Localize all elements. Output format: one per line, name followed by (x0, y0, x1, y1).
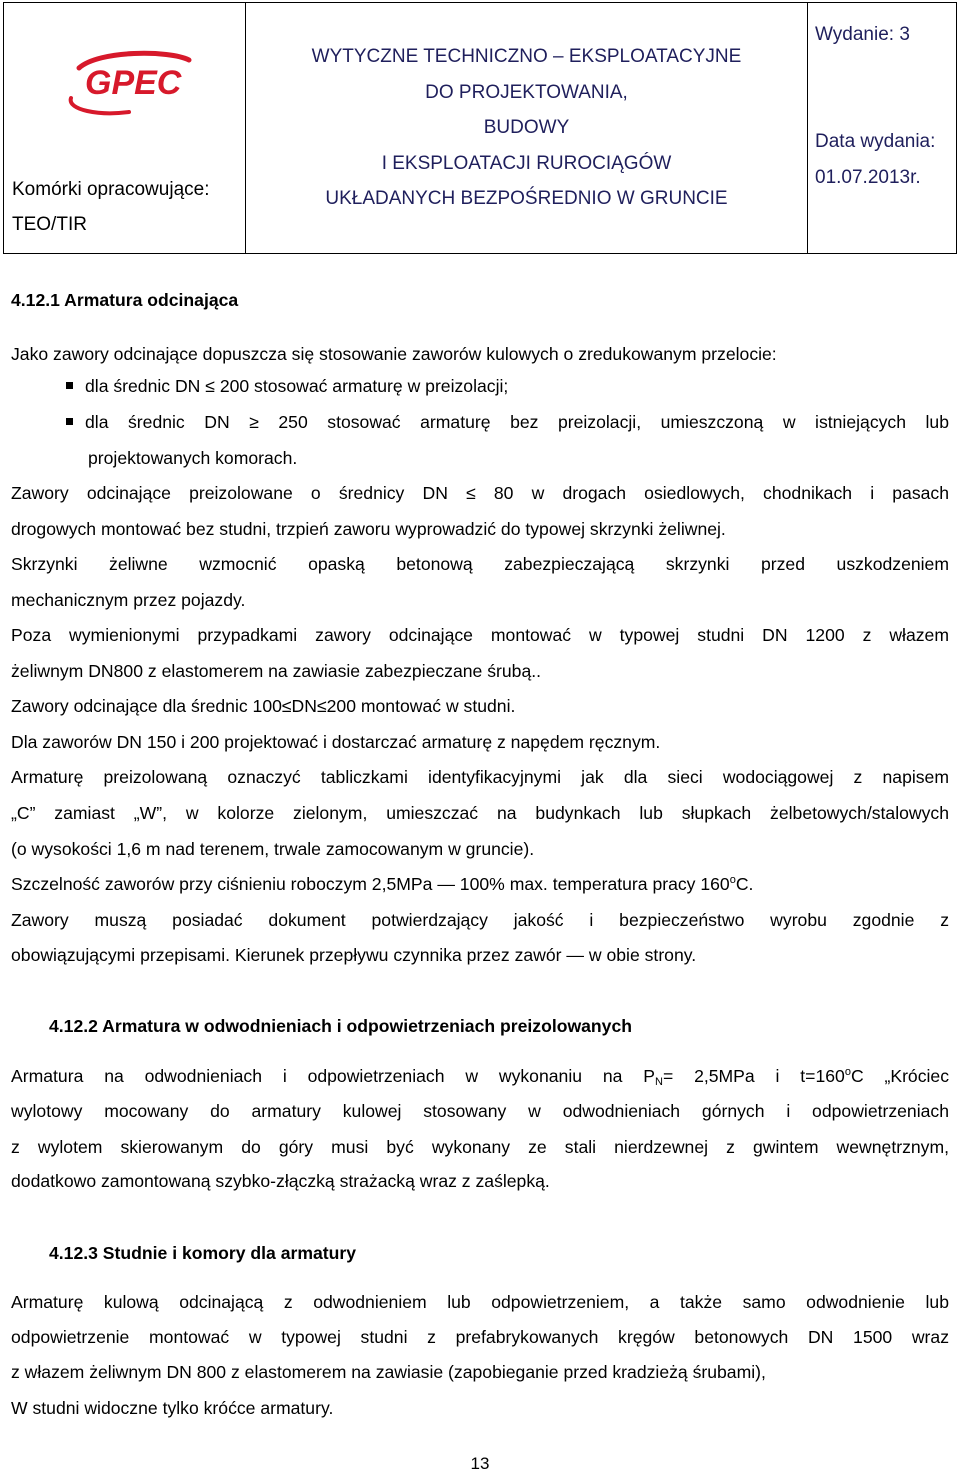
title-line: WYTYCZNE TECHNICZNO – EKSPLOATACYJNE (311, 46, 742, 67)
section-heading: 4.12.1 Armatura odcinająca (11, 290, 239, 310)
document-header (3, 2, 957, 254)
page-number: 13 (470, 1454, 490, 1473)
paragraph: Zawory odcinające dla średnic 100≤DN≤200 montować w studni. (11, 696, 516, 716)
text-run: Armatura na odwodnieniach i odpowietrzeniach w wykonaniu na P (11, 1066, 655, 1086)
subscript: N (655, 1076, 663, 1088)
title-line: DO PROJEKTOWANIA, (425, 81, 628, 103)
units-value: TEO/TIR (12, 214, 87, 235)
paragraph: drogowych montować bez studni, trzpień zaworu wyprowadzić do typowej skrzynki żeliwnej. (11, 519, 726, 539)
text-run: = 2,5MPa i t=160 (662, 1066, 845, 1086)
header-edition-cell (808, 3, 958, 253)
bullet-item: dla średnic DN ≥ 250 stosować armaturę bez preizolacji, umieszczoną w istniejących lub (85, 412, 949, 432)
paragraph: odpowietrzenie montować w typowej studni z prefabrykowanych kręgów betonowych DN 1500 wraz (11, 1327, 949, 1347)
paragraph: żeliwnym DN800 z elastomerem na zawiasie zabezpieczane śrubą.. (11, 661, 542, 681)
paragraph: Poza wymienionymi przypadkami zawory odcinające montować w typowej studni DN 1200 z włazem (11, 625, 949, 645)
paragraph: Armaturę kulową odcinającą z odwodnieniem lub odpowietrzeniem, a także samo odwodnienie lub (11, 1292, 949, 1312)
edition: Wydanie: 3 (815, 24, 910, 45)
document-title (246, 39, 807, 217)
text-run: C „Króciec (850, 1066, 950, 1086)
paragraph: mechanicznym przez pojazdy. (11, 590, 246, 610)
paragraph (11, 1066, 949, 1088)
paragraph: Armaturę preizolowaną oznaczyć tabliczkami identyfikacyjnymi jak dla sieci wodociągowej z napisem (11, 767, 949, 787)
title-line: I EKSPLOATACJI RUROCIĄGÓW (381, 152, 672, 174)
paragraph: „C” zamiast „W”, w kolorze zielonym, umieszczać na budynkach lub słupkach żelbetowych/stalowych (11, 803, 949, 823)
section-heading: 4.12.2 Armatura w odwodnieniach i odpowietrzeniach preizolowanych (49, 1016, 632, 1036)
header-title-cell (246, 3, 808, 253)
paragraph: z wylotem skierowanym do góry musi być wykonany ze stali nierdzewnej z gwintem wewnętrznym, (11, 1137, 949, 1157)
paragraph: W studni widoczne tylko króćce armatury. (11, 1398, 334, 1418)
paragraph: Zawory odcinające preizolowane o średnicy DN ≤ 80 w drogach osiedlowych, chodnikach i pasach (11, 483, 949, 503)
paragraph: z włazem żeliwnym DN 800 z elastomerem na zawiasie (zapobieganie przed kradzieżą śrubami), (11, 1362, 766, 1382)
bullet-item-continuation: projektowanych komorach. (88, 448, 298, 468)
header-logo-cell (4, 3, 246, 253)
date-label: Data wydania: (815, 131, 936, 152)
superscript: o (844, 1066, 851, 1078)
paragraph: Zawory muszą posiadać dokument potwierdzający jakość i bezpieczeństwo wyrobu zgodnie z (11, 910, 949, 930)
units-label: Komórki opracowujące: (12, 179, 210, 200)
paragraph: wylotowy mocowany do armatury kulowej stosowany w odwodnieniach górnych i odpowietrzeniach (11, 1101, 949, 1121)
paragraph: (o wysokości 1,6 m nad terenem, trwale zamocowanym w gruncie). (11, 839, 535, 859)
title-line: UKŁADANYCH BEZPOŚREDNIO W GRUNCIE (325, 188, 728, 209)
bullet-marker (66, 418, 73, 425)
gpec-logo (59, 48, 199, 118)
bullet-marker (66, 382, 73, 389)
superscript: o (729, 874, 736, 886)
paragraph: Skrzynki żeliwne wzmocnić opaską betonową zabezpieczającą skrzynki przed uszkodzeniem (11, 554, 949, 574)
paragraph: Jako zawory odcinające dopuszcza się stosowanie zaworów kulowych o zredukowanym przelocie: (11, 344, 777, 364)
text-run: C. (735, 874, 754, 894)
logo-text: GPEC (85, 64, 182, 102)
paragraph: dodatkowo zamontowaną szybko-złączką strażacką wraz z zaślepką. (11, 1171, 550, 1191)
paragraph: Dla zaworów DN 150 i 200 projektować i dostarczać armaturę z napędem ręcznym. (11, 732, 661, 752)
paragraph (11, 874, 949, 895)
section-heading: 4.12.3 Studnie i komory dla armatury (49, 1243, 357, 1263)
date-value: 01.07.2013r. (815, 167, 921, 188)
title-line: BUDOWY (483, 117, 570, 138)
paragraph: obowiązującymi przepisami. Kierunek przepływu czynnika przez zawór — w obie strony. (11, 945, 697, 965)
text-run: Szczelność zaworów przy ciśnieniu roboczym 2,5MPa — 100% max. temperatura pracy 160 (11, 874, 730, 894)
bullet-item: dla średnic DN ≤ 200 stosować armaturę w preizolacji; (85, 376, 509, 396)
